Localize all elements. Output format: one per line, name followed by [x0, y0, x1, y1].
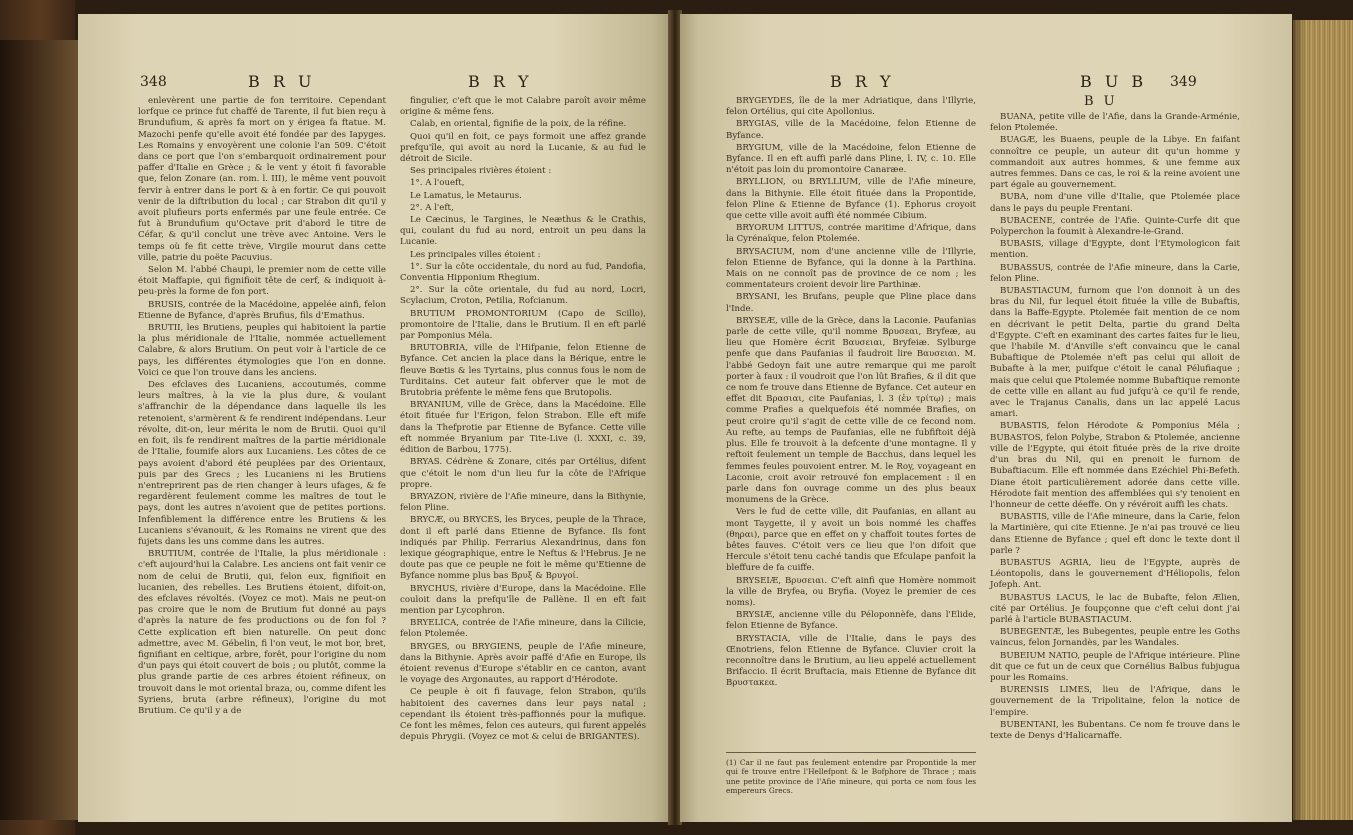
right-running-head-1: B R Y — [830, 72, 895, 91]
paragraph: BRYCÆ, ou BRYCES, les Bryces, peuple de la Thrace, dont il eft parlé dans Etienne de Byfance. Ils font indiqués par Philip. Ferrarius Alexandrinus, dans fon lexique géographique, entre le Neftus & l'Hebrus. Je ne doute pas que ce peuple ne foit le même qu'Etienne de Byfance nomme plus bas Βρυξ & Βρυγοί. — [400, 515, 646, 582]
paragraph: BRYGIAS, ville de la Macédoine, felon Etienne de Byfance. — [726, 119, 976, 141]
paragraph: BUBASSUS, contrée de l'Afie mineure, dans la Carie, felon Pline. — [990, 262, 1240, 284]
paragraph: BRYELICA, contrée de l'Afie mineure, dans la Cilicie, felon Ptolemée. — [400, 618, 646, 640]
paragraph: BUBASTIACUM, furnom que l'on donnoit à un des bras du Nil, fur lequel étoit fituée la ville de Bubaftis, dans la Baffe-Egypte. Ptolemée fait mention de ce nom en décrivant le petit Delta, partie du grand Delta d'Egypte. C'eft en examinant des cartes faites fur le lieu, que l'habile M. d'Anville s'eft convaincu que le canal Bubaftique de Ptolemée n'eft pas celui qui alloit de Bubafte à la mer, puifque c'étoit le canal Pélufiaque ; mais que celui que Ptolemée nomme Bubaftique remonte de cette ville en allant au fud jufqu'à ce qu'il fe rende, avec le Trajanus Canalis, dans un lac appelé Lacus amari. — [990, 286, 1240, 420]
paragraph: BRYSANI, les Brufans, peuple que Pline place dans l'Inde. — [726, 292, 976, 314]
paragraph: BRYSEIÆ, Βρυσειαι. C'eft ainfi que Homère nommoit la ville de Bryfea, ou Bryfia. (Voyez le premier de ces noms). — [726, 575, 976, 608]
right-running-head-2: B U B — [1080, 72, 1148, 91]
paragraph: 2°. A l'eft, — [410, 202, 454, 213]
paragraph: BUBASTUS LACUS, le lac de Bubafte, felon Ælien, cité par Ortélius. Je foupçonne que c'eft celui dont j'ai parlé à l'article BUBASTIACUM. — [990, 592, 1240, 625]
left-running-head-1: B R U — [248, 72, 316, 91]
paragraph: enlevèrent une partie de fon territoire. Cependant lorfque ce prince fut chaffé de Tarente, il fut bien reçu à Brundufium, & après fa mort on y érigea fa ftatue. M. Mazochi penfe qu'elle avoit été fondée par des Iapyges. Les Romains y envoyèrent une colonie l'an 509. C'étoit dans ce port que l'on s'embarquoit ordinairement pour paffer d'Italie en Grèce ; & le vent y étoit fi favorable que, felon Zonare (an. rom. l. III), le même vent pouvoit fervir à entrer dans le port & à en fortir. Ce qui pouvoit venir de la diftribution du local ; car Strabon dit qu'il y avoit plufieurs ports enfermés par une feule entrée. Ce fut à Brundufium qu'Octave prit d'abord le titre de Céfar, & qu'il conclut une trève avec Antoine. Vers le temps où fe fit cette trève, Virgile mourut dans cette ville, patrie du poëte Pacuvius. — [138, 96, 386, 263]
paragraph: Quoi qu'il en foit, ce pays formoit une affez grande prefqu'île, qui avoit au nord la Lucanie, & au fud le détroit de Sicile. — [400, 131, 646, 165]
paragraph: BRYSACIUM, nom d'une ancienne ville de l'Illyrie, felon Etienne de Byfance, qui la donne à la Parthina. Mais on ne connoît pas de province de ce nom ; les commentateurs croient devoir lire Parthinæ. — [726, 246, 976, 291]
paragraph: BRYCHUS, rivière d'Europe, dans la Macédoine. Elle couloit dans la prefqu'île de Pallène. Il en eft fait mention par Lycophron. — [400, 583, 646, 616]
paragraph: BRUTIUM, contrée de l'Italie, la plus méridionale : c'eft aujourd'hui la Calabre. Les anciens ont fait venir ce nom de celui de Brutii, qui, felon eux, fignifioit en lucanien, des rebelles. Les Brutiens étoient, difoit-on, des efclaves révoltés. (Voyez ce mot). Mais ne peut-on pas croire que le nom de Brutium fut donné au pays d'après la nature de fes productions ou de fon fol ? Cette explication eft bien naturelle. On peut donc admettre, avec M. Gébelin, fi l'on veut, le mot bor, bret, fignifiant en celtique, arbre, forêt, pour l'origine du nom d'un pays qui étoit couvert de bois ; ou plutôt, comme la plus grande partie de ces arbres étoient réfineux, on trouvoit dans le mot oriental braza, ou, comme difent les Syriens, bruta (arbre réfineux), l'origine du mot Brutium. Ce qu'il y a de — [138, 549, 386, 716]
paragraph: BRYORUM LITTUS, contrée maritime d'Afrique, dans la Cyrénaïque, felon Ptolemée. — [726, 223, 976, 245]
book-left-edge — [0, 40, 78, 820]
paragraph: BUANA, petite ville de l'Afie, dans la Grande-Arménie, felon Ptolemée. — [990, 112, 1240, 134]
left-page — [78, 14, 670, 822]
section-head: B U — [1084, 94, 1118, 109]
right-page-number: 349 — [1170, 74, 1197, 90]
paragraph: Ses principales rivières étoient : — [410, 166, 552, 177]
left-column-2 — [400, 96, 646, 744]
paragraph: BUBASIS, village d'Egypte, dont l'Etymologicon fait mention. — [990, 239, 1240, 261]
paragraph: BUAGÆ, les Buaens, peuple de la Libye. En faifant connoître ce peuple, un auteur dit qu'un homme y commandoit aux autres hommes, & une femme aux autres femmes. Dans ce cas, le roi & la reine avoient une part égale au gouvernement. — [990, 135, 1240, 191]
right-column-1 — [726, 96, 976, 691]
paragraph: 1°. Sur la côte occidentale, du nord au fud, Pandofia, Conventia Hipponium Rhegium. — [400, 261, 646, 284]
paragraph: fingulier, c'eft que le mot Calabre paroît avoir même origine & même fens. — [400, 96, 646, 118]
paragraph: BURENSIS LIMES, lieu de l'Afrique, dans le gouvernement de la Tripolitaine, felon la notice de l'empire. — [990, 685, 1240, 718]
footnote-rule — [726, 752, 976, 753]
paragraph: Ce peuple è oit fi fauvage, felon Strabon, qu'ils habitoient des cavernes dans leur pays natal ; cependant ils étoient très-paffionnés pour la mufique. Ce font les mêmes, felon ces auteurs, qui furent appelés depuis Phrygii. (Voyez ce mot & celui de BRIGANTES). — [400, 687, 646, 743]
paragraph: BRYANIUM, ville de Grèce, dans la Macédoine. Elle étoit fituée fur l'Erigon, felon Strabon. Elle eft mife dans la Thefprotie par Etienne de Byfance. Cette ville eft nommée Bryanium par Tite-Live (l. XXXI, c. 39, édition de Barbou, 1775). — [400, 400, 646, 456]
paragraph: BRYGES, ou BRYGIENS, peuple de l'Afie mineure, dans la Bithynie. Après avoir paffé d'Afie en Europe, ils étoient revenus d'Europe s'établir en ce canton, avant le voyage des Argonautes, au rapport d'Hérodote. — [400, 641, 646, 686]
paragraph: BRYGEYDES, île de la mer Adriatique, dans l'Illyrie, felon Ortélius, qui cite Apollonius. — [726, 96, 976, 118]
paragraph: 2°. Sur la côte orientale, du fud au nord, Locri, Scylacium, Croton, Petilia, Rofcianum. — [400, 285, 646, 307]
paragraph: BUBACENE, contrée de l'Afie. Quinte-Curfe dit que Polyperchon la foumit à Alexandre-le-Grand. — [990, 215, 1240, 238]
paragraph: BRYSIÆ, ancienne ville du Péloponnèfe, dans l'Elide, felon Etienne de Byfance. — [726, 610, 976, 632]
left-column-1 — [138, 96, 386, 718]
paragraph: BRUTII, les Brutiens, peuples qui habitoient la partie la plus méridionale de l'Italie, nommée actuellement Calabre, & alors Brutium. On peut voir à l'article de ce pays, les différentes étymologies que l'on en donne. Voici ce que l'on trouve dans les anciens. — [138, 323, 386, 378]
paragraph: BRYSTACIA, ville de l'Italie, dans le pays des Œnotriens, felon Etienne de Byfance. Cluvier croit la reconnoître dans le Brutium, au lieu appelé actuellement Brifaccio. Il écrit Bruftacia, mais Etienne de Byfance dit Βρυστακεα. — [726, 633, 976, 689]
paragraph: BUBEGENTÆ, les Bubegentes, peuple entre les Goths vaincus, felon Jornandès, par les Wandales. — [990, 627, 1240, 649]
paragraph: BUBASTIS, felon Hérodote & Pomponius Méla ; BUBASTOS, felon Polybe, Strabon & Ptolemée, ancienne ville de l'Egypte, qui étoit fituée près de la rive droite d'un bras du Nil, qui en prenoit le furnom de Bubaftiacum. Elle eft nommée dans Ezéchiel Phi-Befeth. Diane étoit particulièrement adorée dans cette ville. Hérodote fait mention des affemblées qui s'y tenoient en l'honneur de cette déeffe. On y révéroit auffi les chats. — [990, 421, 1240, 510]
paragraph: Le Lamatus, le Metaurus. — [410, 190, 522, 201]
paragraph: Calab, en oriental, fignifie de la poix, de la réfine. — [410, 119, 627, 130]
paragraph: BUBASTUS AGRIA, lieu de l'Egypte, auprès de Léontopolis, dans le gouvernement d'Héliopolis, felon Jofeph. Ant. — [990, 557, 1240, 591]
paragraph: BRYGIUM, ville de la Macédoine, felon Etienne de Byfance. Il en eft auffi parlé dans Pline, l. IV, c. 10. Elle n'étoit pas loin du promontoire Canaræe. — [726, 142, 976, 176]
paragraph: BRUTOBRIA, ville de l'Hifpanie, felon Etienne de Byfance. Cet ancien la place dans la Bérique, entre le fleuve Bœtis & les Tyrtains, plus connus fous le nom de Turditains. Cet auteur fait obferver que le mot de Brutobria préfente le même fens que Brutopolis. — [400, 343, 646, 399]
paragraph: Les principales villes étoient : — [410, 249, 541, 260]
paragraph: Selon M. l'abbé Chaupi, le premier nom de cette ville étoit Maffapie, qui fignifioit tête de cerf, & indiquoit à-peu-près la forme de fon port. — [138, 265, 386, 298]
book-fore-edge — [1293, 20, 1353, 820]
paragraph: BUBASTIS, ville de l'Afie mineure, dans la Carie, felon la Martinière, qui cite Etienne. Je n'ai pas trouvé ce lieu dans Etienne de Byfance ; quel eft donc le texte dont il parle ? — [990, 512, 1240, 556]
paragraph: BRYSEÆ, ville de la Grèce, dans la Laconie. Paufanias parle de cette ville, qu'il nomme Βρυσεαι, Bryfeæ, au lieu que Homère écrit Βαυσειαι, Bryfeiæ. Sylburge penfe que dans Paufanias il faudroit lire Βαυσειαι. M. l'abbé Gedoyn fait une autre remarque qui me paroît porter à faux : il voudroit que l'on lût Brafies, & il dit que ce nom fe trouve dans Etienne de Byfance. Cet auteur en effet dit Βρασιαι, cite Paufanias, l. 3 (ἐν τρίτῳ) ; mais comme Prafies a quelquefois été nommée Brafies, on peut croire qu'il s'agit de cette ville de ce fecond nom. Au refte, au temps de Paufanias, elle ne fubfiftoit déjà plus. Elle fe trouvoit à la defcente d'une montagne. Il y reftoit feulement un temple de Bacchus, dans lequel les femmes feules pouvoient entrer. M. le Roy, voyageant en Laconie, croit avoir retrouvé fon emplacement : il en parle dans fon ouvrage comme un des plus beaux monumens de la Grèce. — [726, 315, 976, 506]
paragraph: Le Cæcinus, le Targines, le Neæthus & le Crathis, qui, coulant du fud au nord, entroit un peu dans la Lucanie. — [400, 215, 646, 248]
paragraph: BRUSIS, contrée de la Macédoine, appelée ainfi, felon Etienne de Byfance, d'après Brufius, fils d'Emathus. — [138, 299, 386, 321]
right-column-2 — [990, 112, 1240, 743]
paragraph: BUBEIUM NATIO, peuple de l'Afrique intérieure. Pline dit que ce fut un de ceux que Cornélius Balbus fubjugua pour les Romains. — [990, 650, 1240, 683]
paragraph: BRUTIUM PROMONTORIUM (Capo de Scillo), promontoire de l'Italie, dans le Brutium. Il en eft parlé par Pomponius Méla. — [400, 308, 646, 342]
footnote: (1) Car il ne faut pas feulement entendre par Propontide la mer qui fe trouve entre l'Hellefpont & le Bofphore de Thrace ; mais une petite province de l'Afie mineure, qui porta ce nom fous les empereurs Grecs. — [726, 758, 976, 796]
left-page-number: 348 — [140, 74, 167, 90]
paragraph: 1°. A l'oueft, — [410, 178, 465, 189]
paragraph: BUBENTANI, les Bubentans. Ce nom fe trouve dans le texte de Denys d'Halicarnaffe. — [990, 719, 1240, 741]
paragraph: Vers le fud de cette ville, dit Paufanias, en allant au mont Taygette, il y avoit un bois nommé les chaffes (θηραι), parce que en effet on y chaffoit toutes fortes de bêtes fauves. C'étoit vers ce lieu que l'on difoit que Hercule s'étoit tenu caché tandis que Efculape panfoit la bleffure de fa cuiffe. — [726, 507, 976, 574]
paragraph: BRYLLION, ou BRYLLIUM, ville de l'Afie mineure, dans la Bithynie. Elle étoit fituée dans la Propontide, felon Pline & Etienne de Byfance (1). Ephorus croyoit que cette ville avoit auffi été nommée Cibium. — [726, 177, 976, 222]
right-page — [680, 14, 1292, 822]
paragraph: BRYAS. Cédrène & Zonare, cités par Ortélius, difent que c'étoit le nom d'un lieu fur la côte de l'Afrique propre. — [400, 457, 646, 490]
paragraph: BRYAZON, rivière de l'Afie mineure, dans la Bithynie, felon Pline. — [400, 491, 646, 514]
paragraph: BUBA, nom d'une ville d'Italie, que Ptolemée place dans le pays du peuple Frentani. — [990, 192, 1240, 214]
paragraph: Des efclaves des Lucaniens, accoutumés, comme leurs maîtres, à la vie la plus dure, & voulant s'affranchir de la dépendance dans laquelle ils les retenoient, s'armèrent & fe rendirent indépendans. Leur révolte, dit-on, leur mérita le nom de Brutii. Quoi qu'il en foit, ils fe rendirent maîtres de la partie méridionale de l'Italie, foumife alors aux Lucaniens. Les côtes de ce pays avoient d'abord été peuplées par des Orientaux, puis par des Grecs ; les Lucaniens ni les Brutiens n'entreprirent pas de rien changer à leurs ufages, & fe regardèrent feulement comme les maîtres de tout le pays, dont les autres n'avoient que de petites portions. Infenfiblement la différence entre les Brutiens & les Lucaniens s'évanouit, & les Romains ne virent que des fujets dans les uns comme dans les autres. — [138, 380, 386, 547]
left-running-head-2: B R Y — [468, 72, 533, 91]
